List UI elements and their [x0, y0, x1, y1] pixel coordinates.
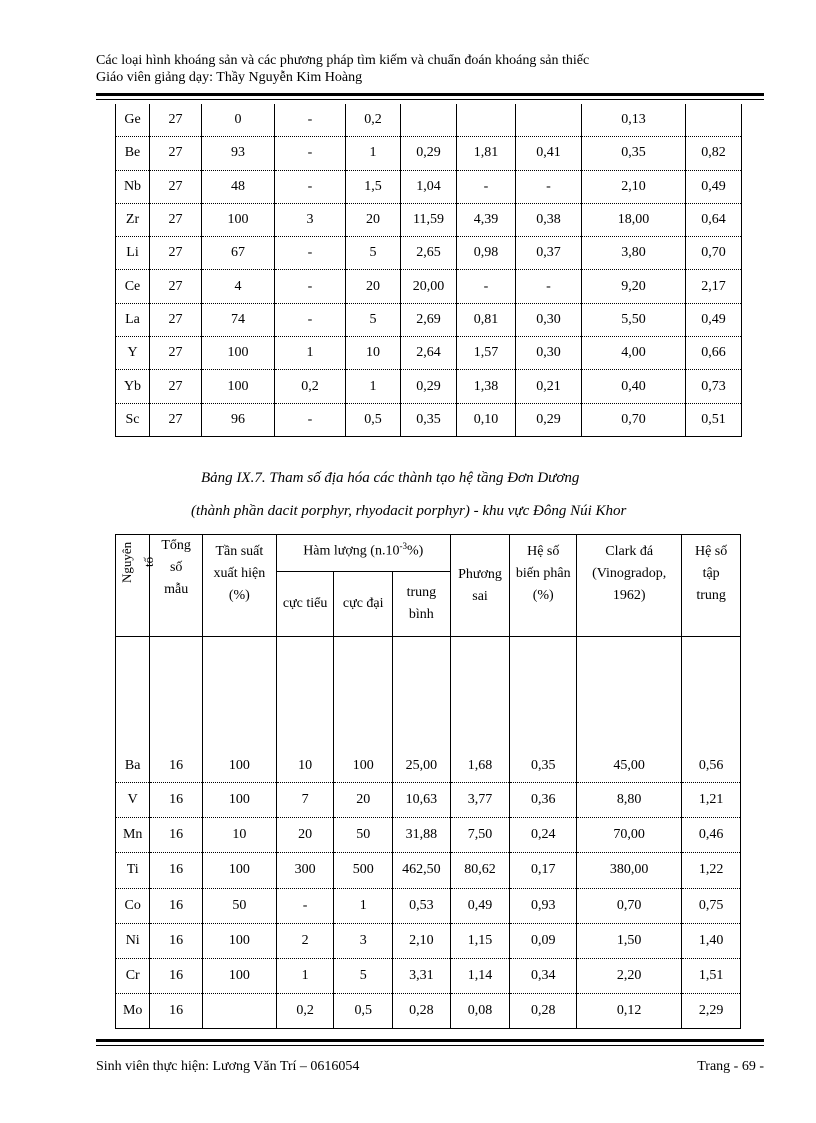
- table-row: [116, 923, 741, 958]
- value-cell: 0,36: [510, 783, 577, 818]
- value-cell: 20: [346, 203, 401, 236]
- value-cell: 0,56: [682, 637, 741, 783]
- value-cell: 0,49: [450, 888, 510, 923]
- value-cell: 100: [202, 958, 276, 993]
- value-cell: 0,30: [516, 303, 582, 336]
- value-cell: -: [516, 270, 582, 303]
- value-cell: 3,80: [582, 237, 686, 270]
- value-cell: 93: [202, 137, 275, 170]
- table-row: [116, 403, 742, 436]
- value-cell: 0,70: [686, 237, 742, 270]
- header-element: Nguyên tố: [116, 535, 150, 637]
- value-cell: 1,81: [457, 137, 516, 170]
- value-cell: [686, 104, 742, 137]
- element-cell: Ba: [116, 637, 150, 783]
- value-cell: 16: [150, 637, 203, 783]
- value-cell: 0,70: [582, 403, 686, 436]
- value-cell: 0: [202, 104, 275, 137]
- value-cell: 2,10: [393, 923, 451, 958]
- value-cell: 0,21: [516, 370, 582, 403]
- value-cell: 5: [346, 303, 401, 336]
- table-row: [116, 958, 741, 993]
- value-cell: 50: [334, 818, 393, 853]
- table-row: [116, 170, 742, 203]
- value-cell: 0,35: [582, 137, 686, 170]
- value-cell: 1,40: [682, 923, 741, 958]
- header-teacher: Giáo viên giảng dạy: Thầy Nguyễn Kim Hoàng: [96, 70, 363, 85]
- value-cell: 27: [150, 403, 202, 436]
- value-cell: 500: [334, 853, 393, 888]
- value-cell: 11,59: [401, 203, 457, 236]
- value-cell: 0,98: [457, 237, 516, 270]
- header-rule-thick: [96, 93, 764, 96]
- element-cell: La: [116, 303, 150, 336]
- value-cell: 4,39: [457, 203, 516, 236]
- value-cell: 27: [150, 104, 202, 137]
- value-cell: -: [516, 170, 582, 203]
- value-cell: 3,31: [393, 958, 451, 993]
- value-cell: -: [457, 170, 516, 203]
- value-cell: 9,20: [582, 270, 686, 303]
- value-cell: 20,00: [401, 270, 457, 303]
- value-cell: 1,5: [346, 170, 401, 203]
- value-cell: 0,5: [334, 994, 393, 1029]
- value-cell: 16: [150, 994, 203, 1029]
- table-caption-subtitle: (thành phần dacit porphyr, rhyodacit porphyr) - khu vực Đông Núi Khor: [191, 503, 627, 519]
- footer-rule-thin: [96, 1045, 764, 1046]
- value-cell: 80,62: [450, 853, 510, 888]
- value-cell: 1: [275, 337, 346, 370]
- value-cell: 10: [202, 818, 276, 853]
- table-row: [116, 853, 741, 888]
- value-cell: 48: [202, 170, 275, 203]
- element-cell: Co: [116, 888, 150, 923]
- element-cell: Zr: [116, 203, 150, 236]
- value-cell: -: [457, 270, 516, 303]
- value-cell: 0,30: [516, 337, 582, 370]
- value-cell: 20: [276, 818, 334, 853]
- value-cell: 0,64: [686, 203, 742, 236]
- value-cell: -: [275, 237, 346, 270]
- value-cell: [457, 104, 516, 137]
- value-cell: 16: [150, 888, 203, 923]
- element-cell: Y: [116, 337, 150, 370]
- value-cell: 0,51: [686, 403, 742, 436]
- table-row: [116, 270, 742, 303]
- table-row: [116, 888, 741, 923]
- value-cell: 27: [150, 303, 202, 336]
- value-cell: 0,12: [577, 994, 682, 1029]
- value-cell: 20: [346, 270, 401, 303]
- value-cell: 96: [202, 403, 275, 436]
- table-caption-title: Bảng IX.7. Tham số địa hóa các thành tạo hệ tầng Đơn Dương: [201, 470, 580, 486]
- value-cell: 0,09: [510, 923, 577, 958]
- value-cell: -: [275, 104, 346, 137]
- value-cell: 1,50: [577, 923, 682, 958]
- footer-student: Sinh viên thực hiện: Lương Văn Trí – 0616054: [96, 1059, 360, 1074]
- table-row: [116, 137, 742, 170]
- value-cell: 27: [150, 170, 202, 203]
- header-min: cực tiểu: [276, 572, 334, 637]
- value-cell: 0,29: [516, 403, 582, 436]
- geochem-table-don-duong: [115, 534, 741, 1029]
- value-cell: 2,10: [582, 170, 686, 203]
- value-cell: 0,13: [582, 104, 686, 137]
- header-frequency: Tần suất xuất hiện (%): [202, 535, 276, 637]
- value-cell: 0,24: [510, 818, 577, 853]
- element-cell: Sc: [116, 403, 150, 436]
- value-cell: 100: [202, 923, 276, 958]
- page-header: [96, 52, 776, 86]
- value-cell: 16: [150, 783, 203, 818]
- value-cell: 0,28: [393, 994, 451, 1029]
- value-cell: -: [275, 303, 346, 336]
- value-cell: 0,40: [582, 370, 686, 403]
- value-cell: 0,38: [516, 203, 582, 236]
- value-cell: 31,88: [393, 818, 451, 853]
- value-cell: 5: [334, 958, 393, 993]
- value-cell: 27: [150, 237, 202, 270]
- value-cell: 100: [202, 853, 276, 888]
- value-cell: 0,28: [510, 994, 577, 1029]
- value-cell: 27: [150, 137, 202, 170]
- header-variance: Phương sai: [450, 535, 510, 637]
- table-row: [116, 303, 742, 336]
- value-cell: -: [276, 888, 334, 923]
- value-cell: 0,29: [401, 370, 457, 403]
- element-cell: Yb: [116, 370, 150, 403]
- value-cell: 10: [346, 337, 401, 370]
- value-cell: 300: [276, 853, 334, 888]
- element-cell: Ti: [116, 853, 150, 888]
- value-cell: 27: [150, 203, 202, 236]
- value-cell: 2: [276, 923, 334, 958]
- element-cell: Be: [116, 137, 150, 170]
- header-total: Tổng số mẫu: [150, 535, 203, 637]
- value-cell: 70,00: [577, 818, 682, 853]
- value-cell: 1,21: [682, 783, 741, 818]
- header-concentration-coef: Hệ số tập trung: [682, 535, 741, 637]
- table-row: [116, 337, 742, 370]
- value-cell: 0,5: [346, 403, 401, 436]
- header-clark: Clark đá (Vinogradop, 1962): [577, 535, 682, 637]
- value-cell: 0,46: [682, 818, 741, 853]
- value-cell: 0,08: [450, 994, 510, 1029]
- header-rule-thin: [96, 99, 764, 100]
- value-cell: 1: [346, 137, 401, 170]
- value-cell: 0,35: [401, 403, 457, 436]
- value-cell: 10: [276, 637, 334, 783]
- value-cell: 74: [202, 303, 275, 336]
- value-cell: 0,35: [510, 637, 577, 783]
- value-cell: 100: [202, 370, 275, 403]
- value-cell: 380,00: [577, 853, 682, 888]
- value-cell: 3,77: [450, 783, 510, 818]
- footer-page-number: Trang - 69 -: [697, 1059, 764, 1074]
- table-row: [116, 370, 742, 403]
- value-cell: -: [275, 137, 346, 170]
- value-cell: 45,00: [577, 637, 682, 783]
- value-cell: 1,15: [450, 923, 510, 958]
- value-cell: 20: [334, 783, 393, 818]
- geochem-table-continued: [115, 104, 742, 437]
- table-row: [116, 203, 742, 236]
- value-cell: 1,38: [457, 370, 516, 403]
- value-cell: 0,2: [276, 994, 334, 1029]
- value-cell: [516, 104, 582, 137]
- table-row: [116, 994, 741, 1029]
- value-cell: 25,00: [393, 637, 451, 783]
- value-cell: 2,69: [401, 303, 457, 336]
- element-cell: Cr: [116, 958, 150, 993]
- value-cell: 1,22: [682, 853, 741, 888]
- value-cell: 1,14: [450, 958, 510, 993]
- value-cell: 1,04: [401, 170, 457, 203]
- value-cell: 2,17: [686, 270, 742, 303]
- value-cell: 0,17: [510, 853, 577, 888]
- header-average: trung bình: [393, 572, 451, 637]
- element-cell: Mn: [116, 818, 150, 853]
- header-content: Hàm lượng $(n.10^{-3}\%)$: [276, 535, 450, 572]
- value-cell: 2,20: [577, 958, 682, 993]
- value-cell: 0,53: [393, 888, 451, 923]
- value-cell: 7,50: [450, 818, 510, 853]
- value-cell: 462,50: [393, 853, 451, 888]
- value-cell: 5,50: [582, 303, 686, 336]
- value-cell: 1: [334, 888, 393, 923]
- value-cell: 0,10: [457, 403, 516, 436]
- value-cell: 0,75: [682, 888, 741, 923]
- value-cell: 4: [202, 270, 275, 303]
- value-cell: -: [275, 270, 346, 303]
- value-cell: 1,57: [457, 337, 516, 370]
- value-cell: -: [275, 170, 346, 203]
- table-row: [116, 637, 741, 783]
- value-cell: 10,63: [393, 783, 451, 818]
- value-cell: 0,2: [275, 370, 346, 403]
- element-cell: V: [116, 783, 150, 818]
- value-cell: 0,49: [686, 170, 742, 203]
- value-cell: 2,64: [401, 337, 457, 370]
- value-cell: 0,34: [510, 958, 577, 993]
- value-cell: 16: [150, 853, 203, 888]
- value-cell: 16: [150, 818, 203, 853]
- value-cell: 3: [275, 203, 346, 236]
- value-cell: 27: [150, 370, 202, 403]
- element-cell: Nb: [116, 170, 150, 203]
- element-cell: Li: [116, 237, 150, 270]
- value-cell: 16: [150, 958, 203, 993]
- value-cell: 67: [202, 237, 275, 270]
- table-row: [116, 818, 741, 853]
- value-cell: 5: [346, 237, 401, 270]
- value-cell: 1: [276, 958, 334, 993]
- value-cell: 100: [202, 337, 275, 370]
- element-cell: Ce: [116, 270, 150, 303]
- table-row: [116, 104, 742, 137]
- value-cell: 27: [150, 270, 202, 303]
- value-cell: 100: [202, 637, 276, 783]
- value-cell: 0,66: [686, 337, 742, 370]
- value-cell: 1: [346, 370, 401, 403]
- value-cell: 0,73: [686, 370, 742, 403]
- value-cell: 0,37: [516, 237, 582, 270]
- value-cell: 2,29: [682, 994, 741, 1029]
- value-cell: 7: [276, 783, 334, 818]
- value-cell: [401, 104, 457, 137]
- value-cell: 18,00: [582, 203, 686, 236]
- value-cell: 0,82: [686, 137, 742, 170]
- element-cell: Ni: [116, 923, 150, 958]
- value-cell: 1,68: [450, 637, 510, 783]
- value-cell: 27: [150, 337, 202, 370]
- element-cell: Ge: [116, 104, 150, 137]
- value-cell: 2,65: [401, 237, 457, 270]
- value-cell: 0,41: [516, 137, 582, 170]
- header-variation-coef: Hệ số biến phân (%): [510, 535, 577, 637]
- value-cell: 8,80: [577, 783, 682, 818]
- value-cell: -: [275, 403, 346, 436]
- footer-rule-thick: [96, 1039, 764, 1042]
- value-cell: 1,51: [682, 958, 741, 993]
- header-max: cực đại: [334, 572, 393, 637]
- value-cell: 0,2: [346, 104, 401, 137]
- value-cell: [202, 994, 276, 1029]
- value-cell: 50: [202, 888, 276, 923]
- value-cell: 3: [334, 923, 393, 958]
- value-cell: 0,70: [577, 888, 682, 923]
- header-title: Các loại hình khoáng sản và các phương pháp tìm kiếm và chuẩn đoán khoáng sản thiếc: [96, 53, 590, 68]
- table-row: [116, 237, 742, 270]
- value-cell: 0,49: [686, 303, 742, 336]
- value-cell: 100: [202, 783, 276, 818]
- value-cell: 100: [334, 637, 393, 783]
- element-cell: Mo: [116, 994, 150, 1029]
- value-cell: 0,29: [401, 137, 457, 170]
- table-row: [116, 783, 741, 818]
- value-cell: 4,00: [582, 337, 686, 370]
- value-cell: 100: [202, 203, 275, 236]
- value-cell: 0,81: [457, 303, 516, 336]
- value-cell: 16: [150, 923, 203, 958]
- value-cell: 0,93: [510, 888, 577, 923]
